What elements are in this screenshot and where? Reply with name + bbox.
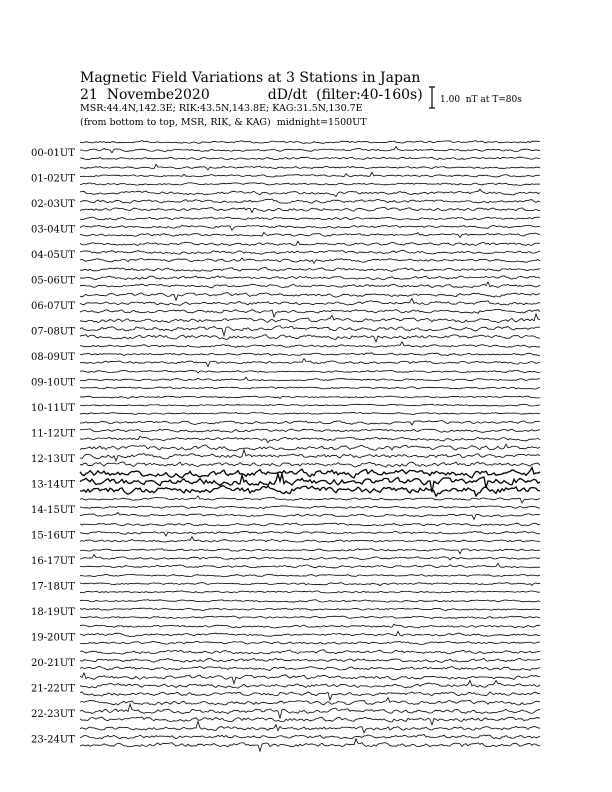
- hour-label: 00-01UT: [31, 148, 75, 159]
- trace-rik: [80, 735, 540, 740]
- trace-kag: [80, 232, 540, 237]
- trace-msr: [80, 217, 540, 220]
- hour-label: 16-17UT: [31, 556, 75, 567]
- trace-rik: [80, 147, 540, 153]
- hour-label: 22-23UT: [31, 709, 75, 720]
- trace-kag: [80, 183, 540, 185]
- trace-rik: [80, 658, 540, 662]
- trace-kag: [80, 717, 540, 725]
- hour-label: 12-13UT: [31, 454, 75, 465]
- hour-label: 01-02UT: [31, 173, 75, 185]
- hour-label: 19-20UT: [31, 632, 75, 644]
- hour-label: 05-06UT: [31, 275, 75, 287]
- station-coordinates: MSR:44.4N,142.3E; RIK:43.5N,143.8E; KAG:31.5N,130.7E: [80, 103, 363, 114]
- trace-msr: [80, 241, 540, 245]
- hour-label: 02-03UT: [31, 199, 75, 210]
- hour-label: 10-11UT: [31, 403, 75, 414]
- chart-date: 21 Novembe2020: [80, 87, 210, 103]
- trace-kag: [80, 387, 540, 389]
- hour-label: 15-16UT: [31, 530, 75, 542]
- trace-kag: [80, 282, 540, 288]
- trace-kag: [80, 207, 540, 212]
- hour-label: 17-18UT: [31, 581, 75, 593]
- hour-label: 13-14UT: [31, 479, 75, 491]
- trace-msr: [80, 650, 540, 654]
- trace-msr: [80, 673, 540, 684]
- trace-kag: [80, 462, 540, 467]
- trace-kag: [80, 513, 540, 520]
- chart-quantity: dD/dt (filter:40-160s): [267, 87, 423, 103]
- trace-rik: [80, 429, 540, 432]
- trace-rik: [80, 506, 540, 509]
- hour-label: 08-09UT: [31, 352, 75, 363]
- trace-kag: [80, 335, 540, 342]
- trace-kag: [80, 563, 540, 568]
- trace-msr: [80, 721, 540, 732]
- hour-label: 07-08UT: [31, 326, 75, 338]
- trace-rik: [80, 225, 540, 230]
- trace-rik: [80, 299, 540, 306]
- trace-kag: [80, 258, 540, 264]
- trace-msr: [80, 496, 540, 503]
- trace-rik: [80, 555, 540, 560]
- chart-title: Magnetic Field Variations at 3 Stations in Japan: [80, 70, 421, 86]
- station-order-note: (from bottom to top, MSR, RIK, & KAG) midnight=1500UT: [80, 117, 367, 128]
- trace-msr: [80, 600, 540, 603]
- hour-label: 06-07UT: [31, 301, 75, 312]
- trace-msr: [80, 468, 540, 478]
- trace-msr: [80, 624, 540, 628]
- hour-label: 23-24UT: [31, 734, 75, 746]
- scale-bar-label: 1.00 nT at T=80s: [440, 95, 522, 105]
- trace-msr: [80, 342, 540, 348]
- trace-msr: [80, 698, 540, 705]
- trace-rik: [80, 583, 540, 586]
- hour-label: 21-22UT: [31, 683, 75, 695]
- trace-rik: [80, 250, 540, 254]
- trace-rik: [80, 276, 540, 280]
- trace-rik: [80, 377, 540, 381]
- trace-msr: [80, 396, 540, 399]
- trace-rik: [80, 172, 540, 177]
- trace-rik: [80, 680, 540, 688]
- trace-kag: [80, 309, 540, 317]
- trace-kag: [80, 359, 540, 367]
- hour-label: 03-04UT: [31, 224, 75, 236]
- trace-kag: [80, 616, 540, 618]
- trace-msr: [80, 574, 540, 576]
- scale-bar: [429, 87, 435, 108]
- trace-kag: [80, 692, 540, 700]
- trace-rik: [80, 326, 540, 336]
- trace-rik: [80, 450, 540, 461]
- trace-msr: [80, 523, 540, 526]
- trace-rik: [80, 353, 540, 356]
- trace-rik: [80, 704, 540, 718]
- trace-kag: [80, 486, 540, 496]
- trace-rik: [80, 531, 540, 536]
- trace-msr: [80, 549, 540, 554]
- trace-msr: [80, 189, 540, 196]
- trace-msr: [80, 421, 540, 426]
- trace-msr: [80, 293, 540, 301]
- trace-msr: [80, 444, 540, 451]
- trace-kag: [80, 413, 540, 415]
- trace-kag: [80, 591, 540, 593]
- trace-rik: [80, 199, 540, 203]
- hour-label: 14-15UT: [31, 505, 75, 516]
- trace-kag: [80, 666, 540, 670]
- trace-rik: [80, 631, 540, 636]
- trace-kag: [80, 436, 540, 442]
- trace-kag: [80, 537, 540, 543]
- trace-msr: [80, 268, 540, 272]
- trace-msr: [80, 314, 540, 323]
- hour-label: 11-12UT: [31, 428, 75, 440]
- trace-kag: [80, 157, 540, 160]
- trace-msr: [80, 164, 540, 170]
- trace-kag: [80, 739, 540, 751]
- trace-rik: [80, 404, 540, 406]
- trace-msr: [80, 140, 540, 143]
- hour-label: 04-05UT: [31, 250, 75, 261]
- hour-label: 09-10UT: [31, 377, 75, 389]
- trace-msr: [80, 370, 540, 373]
- trace-rik: [80, 608, 540, 611]
- hour-label: 20-21UT: [31, 658, 75, 669]
- hour-label: 18-19UT: [31, 607, 75, 618]
- trace-kag: [80, 641, 540, 644]
